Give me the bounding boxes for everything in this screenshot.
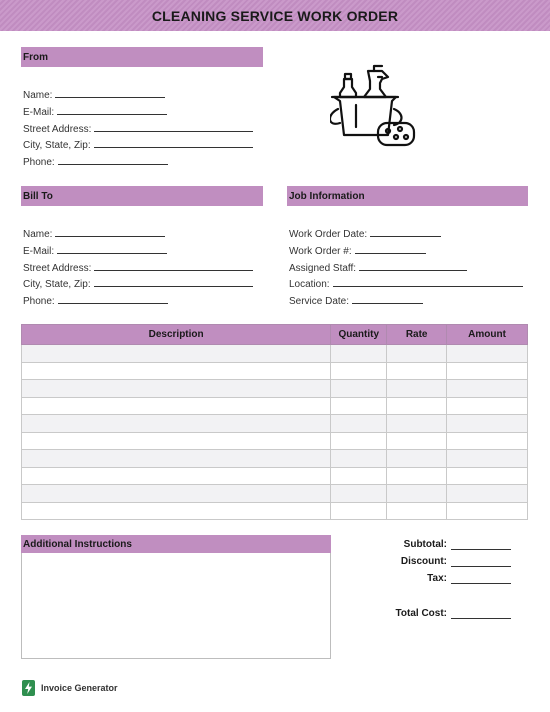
description-cell[interactable] (22, 397, 331, 415)
table-row (22, 415, 528, 433)
instructions-heading (21, 535, 331, 553)
service-date-field[interactable]: Service Date: (289, 294, 423, 307)
description-cell[interactable] (22, 450, 331, 468)
work-order-number-field[interactable]: Work Order #: (289, 244, 426, 257)
from-email-field[interactable]: E-Mail: (23, 105, 167, 118)
col-description: Description (22, 325, 331, 345)
amount-cell[interactable] (447, 380, 528, 398)
quantity-cell[interactable] (331, 345, 387, 363)
rate-cell[interactable] (387, 397, 447, 415)
service-date-line[interactable] (352, 294, 423, 304)
rate-cell[interactable] (387, 450, 447, 468)
from-email-line[interactable] (57, 105, 167, 115)
description-cell[interactable] (22, 345, 331, 363)
description-cell[interactable] (22, 467, 331, 485)
work-order-number-line[interactable] (355, 244, 426, 254)
table-row (22, 432, 528, 450)
job-info-heading-label: Job Information (289, 190, 365, 202)
rate-cell[interactable] (387, 502, 447, 520)
total-cost-line[interactable] (451, 618, 511, 619)
discount-label: Discount: (400, 556, 447, 567)
amount-cell[interactable] (447, 485, 528, 503)
location-line[interactable] (333, 277, 523, 287)
description-cell[interactable] (22, 432, 331, 450)
table-row (22, 345, 528, 363)
cleaning-supplies-icon (330, 57, 418, 149)
amount-cell[interactable] (447, 362, 528, 380)
table-row (22, 397, 528, 415)
rate-cell[interactable] (387, 362, 447, 380)
table-row (22, 380, 528, 398)
bill-street-field[interactable]: Street Address: (23, 261, 253, 274)
location-field[interactable]: Location: (289, 277, 523, 290)
quantity-cell[interactable] (331, 362, 387, 380)
bill-phone-line[interactable] (58, 294, 168, 304)
bill-city-field[interactable]: City, State, Zip: (23, 277, 253, 290)
bill-name-line[interactable] (55, 227, 165, 237)
from-street-line[interactable] (94, 122, 253, 132)
table-row (22, 467, 528, 485)
quantity-cell[interactable] (331, 502, 387, 520)
from-heading (21, 47, 263, 67)
bill-email-line[interactable] (57, 244, 167, 254)
amount-cell[interactable] (447, 397, 528, 415)
bill-city-line[interactable] (94, 277, 253, 287)
table-row (22, 502, 528, 520)
quantity-cell[interactable] (331, 467, 387, 485)
tax-line[interactable] (451, 583, 511, 584)
amount-cell[interactable] (447, 415, 528, 433)
from-name-line[interactable] (55, 88, 165, 98)
title-bar (0, 0, 550, 31)
col-quantity: Quantity (331, 325, 387, 345)
work-order-date-field[interactable]: Work Order Date: (289, 227, 441, 240)
table-row (22, 362, 528, 380)
quantity-cell[interactable] (331, 450, 387, 468)
quantity-cell[interactable] (331, 432, 387, 450)
footer-brand-name: Invoice Generator (41, 683, 118, 693)
instructions-textarea[interactable] (21, 553, 331, 659)
col-rate: Rate (387, 325, 447, 345)
description-cell[interactable] (22, 502, 331, 520)
quantity-cell[interactable] (331, 380, 387, 398)
footer-brand[interactable] (22, 680, 118, 696)
total-cost-label: Total Cost: (395, 608, 447, 619)
bill-name-field[interactable]: Name: (23, 227, 165, 240)
from-street-field[interactable]: Street Address: (23, 122, 253, 135)
bill-email-field[interactable]: E-Mail: (23, 244, 167, 257)
rate-cell[interactable] (387, 415, 447, 433)
from-city-field[interactable]: City, State, Zip: (23, 138, 253, 151)
quantity-cell[interactable] (331, 415, 387, 433)
discount-line[interactable] (451, 566, 511, 567)
rate-cell[interactable] (387, 485, 447, 503)
amount-cell[interactable] (447, 467, 528, 485)
from-phone-field[interactable]: Phone: (23, 155, 168, 168)
items-table (21, 324, 528, 520)
amount-cell[interactable] (447, 450, 528, 468)
col-amount: Amount (447, 325, 528, 345)
amount-cell[interactable] (447, 502, 528, 520)
work-order-date-line[interactable] (370, 227, 441, 237)
quantity-cell[interactable] (331, 485, 387, 503)
bill-to-heading-label: Bill To (23, 190, 53, 202)
from-name-field[interactable]: Name: (23, 88, 165, 101)
quantity-cell[interactable] (331, 397, 387, 415)
bill-street-line[interactable] (94, 261, 253, 271)
description-cell[interactable] (22, 485, 331, 503)
amount-cell[interactable] (447, 432, 528, 450)
rate-cell[interactable] (387, 432, 447, 450)
assigned-staff-line[interactable] (359, 261, 467, 271)
job-info-heading (287, 186, 528, 206)
assigned-staff-field[interactable]: Assigned Staff: (289, 261, 467, 274)
description-cell[interactable] (22, 362, 331, 380)
rate-cell[interactable] (387, 380, 447, 398)
tax-label: Tax: (427, 573, 447, 584)
description-cell[interactable] (22, 415, 331, 433)
rate-cell[interactable] (387, 345, 447, 363)
bill-phone-field[interactable]: Phone: (23, 294, 168, 307)
subtotal-label: Subtotal: (403, 539, 447, 550)
description-cell[interactable] (22, 380, 331, 398)
from-heading-label: From (23, 51, 48, 63)
items-table-header (22, 325, 528, 345)
invoice-generator-logo-icon (22, 680, 35, 696)
document-title: CLEANING SERVICE WORK ORDER (151, 7, 399, 24)
from-phone-line[interactable] (58, 155, 168, 165)
from-city-line[interactable] (94, 138, 253, 148)
bill-to-heading (21, 186, 263, 206)
table-row (22, 450, 528, 468)
subtotal-line[interactable] (451, 549, 511, 550)
instructions-heading-label: Additional Instructions (23, 538, 132, 550)
amount-cell[interactable] (447, 345, 528, 363)
table-row (22, 485, 528, 503)
rate-cell[interactable] (387, 467, 447, 485)
